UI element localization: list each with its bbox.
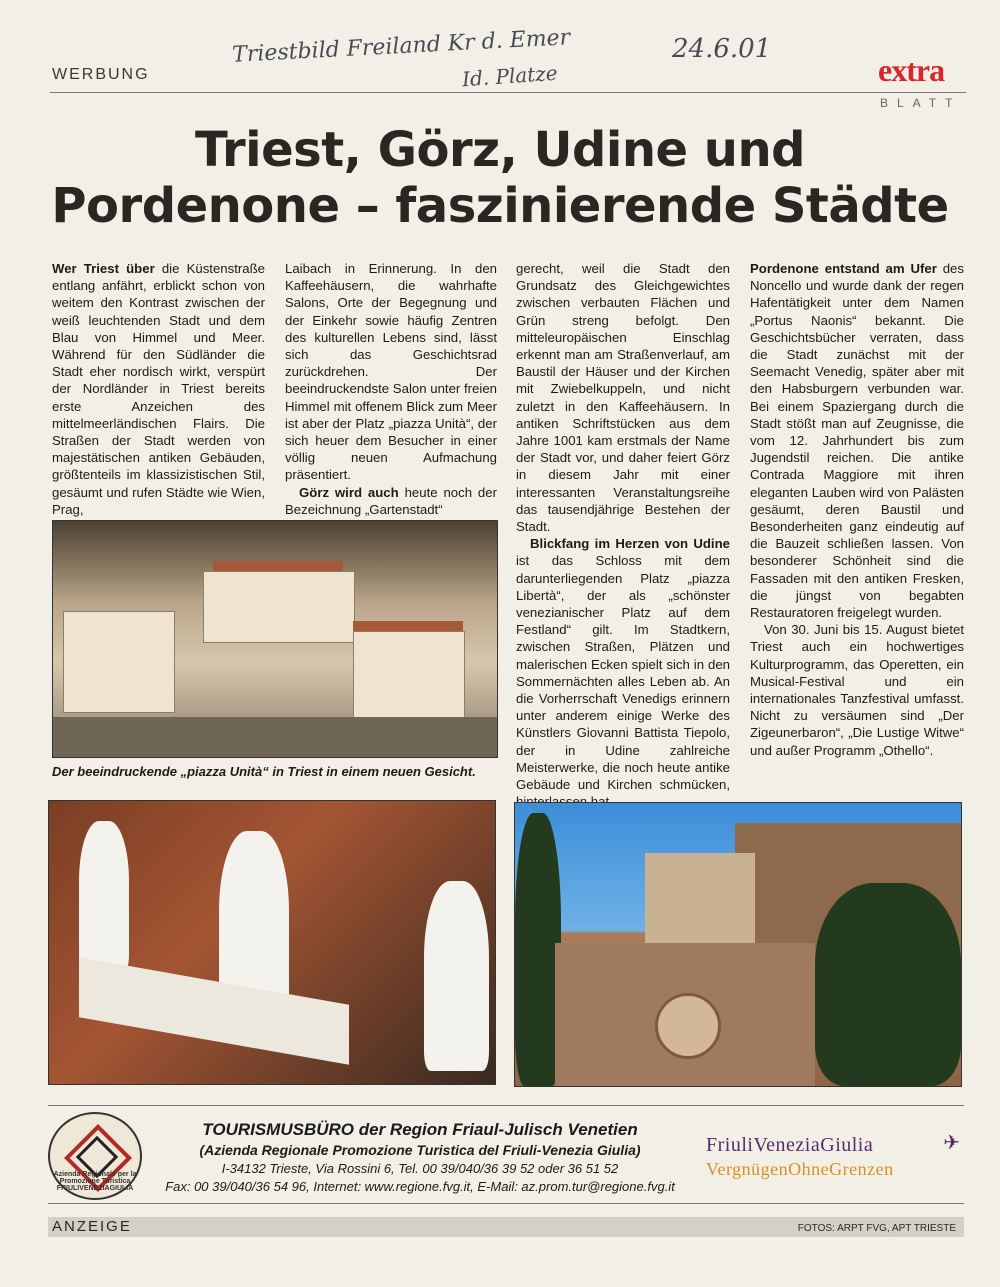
statue xyxy=(424,881,489,1071)
contact-address: I-34132 Trieste, Via Rossini 6, Tel. 00 39/040/36 39 52 oder 36 51 52 xyxy=(221,1161,619,1176)
logo-subtitle: BLATT xyxy=(880,96,962,110)
rose-window xyxy=(655,993,721,1059)
paragraph-text: die Küstenstraße entlang anfährt, erblickt schon von weitem den Kontrast zwischen der weiß leuchtenden Stadt und dem Blau von Himmel und Meer. Während für den Südländer die Stadt eher nordisch wirkt, verspürt der Nordländer in Triest bereits erste Anzeichen des mittelmeerländischen Flairs. Die Straßen der Stadt werden von majestätischen antiken Gebäuden, größtenteils im klassizistischen Stil, gesäumt und rufen Städte wie Wien, Prag, xyxy=(52,261,265,517)
roof xyxy=(213,561,343,571)
brand-name: FriuliVeneziaGiulia xyxy=(706,1134,874,1156)
photo-caption: Der beeindruckende „piazza Unità“ in Triest in einem neuen Gesicht. xyxy=(52,764,476,779)
paragraph-text: Laibach in Erinnerung. In den Kaffeehäusern, die wahrhafte Salons, Orte der Begegnung und der Einkehr sowie häufig Zentren des kulturellen Lebens sind, lässt sich das Geschichtsrad zurückdrehen. Der beeindruckendste Salon unter freien Himmel mit offenem Blick zum Meer ist aber der Platz „piazza Unità“, der sich heuer dem Besucher in einer völlig neuen Aufmachung präsentiert. xyxy=(285,261,497,483)
article-column-3 xyxy=(516,260,730,811)
roof xyxy=(353,621,463,631)
paragraph-text: des Noncello und wurde dank der regen Hafentätigkeit unter dem Namen „Portus Naonis“ bekannt. Die Geschichtsbücher verraten, dass die Stadt zunächst mit der Seemacht Venedig, später aber mit den Habsburgern verbunden war. Bei einem Spaziergang durch die Stadt stößt man auf Zeugnisse, die vom 12. Jahrhundert bis zum Jugendstil reichen. Die antike Contrada Maggiore mit ihren eleganten Lauben wird von Palästen gesäumt, deren Baustil und Besonderheiten ganz eindeutig auf die Bauzeit schließen lassen. Von besonderer Schönheit sind die Fassaden mit den antiken Fresken, die jüngst von begabten Restauratoren freigelegt wurden. xyxy=(750,261,964,621)
paragraph-text: gerecht, weil die Stadt den Grundsatz des Gleichgewichtes zwischen verbauten Flächen und Grün streng befolgt. Den mitteleuropäischen Einschlag erkennt man am Straßenverlauf, am Baustil der Häuser und der Kirchen mit Zwiebelkuppeln, und nicht zuletzt in den Kaffeehäusern. In antiken Schriftstücken aus dem Jahre 1001 kam erstmals der Name der Stadt vor, und daher feiert Görz in diesem Jahr mit einer interessanten Veranstaltungsreihe das tausendjährige Bestehen der Stadt. xyxy=(516,261,730,535)
regional-emblem-logo xyxy=(48,1112,142,1200)
emblem-text: Azienda Regionale per la Promozione Turistica FRIULIVENEZIAGIULIA xyxy=(53,1171,137,1192)
contact-title: TOURISMUSBÜRO der Region Friaul-Julisch Venetien xyxy=(202,1120,638,1139)
headline xyxy=(40,122,960,234)
building xyxy=(63,611,175,713)
statue xyxy=(79,821,129,971)
extra-logo: extra xyxy=(878,52,945,88)
divider xyxy=(48,1203,964,1204)
divider xyxy=(50,92,966,93)
handwritten-note: Triestbild Freiland Kr d. Emer xyxy=(231,25,571,68)
handwritten-date: 24.6.01 xyxy=(672,34,772,64)
photo-piazza-unita xyxy=(52,520,498,758)
paragraph-text: ist das Schloss mit dem darunterliegenden Platz „piazza Libertà“, der als „schönster venezianischer Platz auf dem Festland“ gilt. Im Stadtkern, zwischen Straßen, Plätzen und malerischen Ecken spielt sich in den Sommernächten alles Leben ab. An die Vorherrschaft Venedigs erinnern unter anderem einige Werke des Künstlers Giovanni Battista Tiepolo, der in Udine zahlreiche Meisterwerke, die noch heute antike Gebäude und Kirchen schmücken, xyxy=(516,553,730,793)
divider xyxy=(48,1105,964,1106)
building xyxy=(353,631,465,723)
headline-line-2: Pordenone – faszinierende Städte xyxy=(51,178,949,234)
contact-subtitle: (Azienda Regionale Promozione Turistica del Friuli-Venezia Giulia) xyxy=(199,1142,641,1158)
photo-rooftop-statues xyxy=(48,800,496,1085)
paragraph-lead: Wer Triest über xyxy=(52,261,155,276)
brand-logo xyxy=(706,1134,964,1180)
handwritten-note-2: Id. Platze xyxy=(461,60,559,92)
article-column-4 xyxy=(750,260,964,759)
building xyxy=(203,571,355,643)
headline-line-1: Triest, Görz, Udine und xyxy=(195,122,805,178)
waterfront-road xyxy=(53,717,497,757)
paragraph-lead: Pordenone entstand am Ufer xyxy=(750,261,937,276)
paragraph-text: heute noch der Bezeichnung „Gartenstadt“ xyxy=(285,484,497,517)
paragraph-lead: Blickfang im Herzen von Udine xyxy=(530,536,730,552)
bell-gable xyxy=(645,853,755,943)
contact-fax-internet: Fax: 00 39/040/36 54 96, Internet: www.regione.fvg.it, E-Mail: az.prom.tur@regione.fvg.it xyxy=(165,1179,675,1194)
article-column-1 xyxy=(52,260,265,518)
footer-label: ANZEIGE xyxy=(52,1218,132,1235)
tree xyxy=(815,883,961,1086)
photo-credits: FOTOS: ARPT FVG, APT TRIESTE xyxy=(797,1223,956,1234)
contact-block xyxy=(150,1120,690,1194)
photo-church-facade xyxy=(514,802,962,1087)
paragraph-text: Von 30. Juni bis 15. August bietet Triest auch ein hochwertiges Kulturprogramm, das Operetten, ein Musical-Festival und ein internationales Tanzfestival umfasst. Nicht zu versäumen sind „Der Zigeunerbaron“, „Die Lustige Witwe“ und außer Programm „Othello“. xyxy=(750,622,964,758)
balustrade xyxy=(79,957,349,1065)
paragraph-lead: Görz wird auch xyxy=(299,484,399,500)
article-column-2 xyxy=(285,260,497,518)
brand-slogan: VergnügenOhneGrenzen xyxy=(706,1159,894,1179)
section-label: WERBUNG xyxy=(52,66,150,83)
bird-icon: ✈ xyxy=(943,1132,960,1154)
